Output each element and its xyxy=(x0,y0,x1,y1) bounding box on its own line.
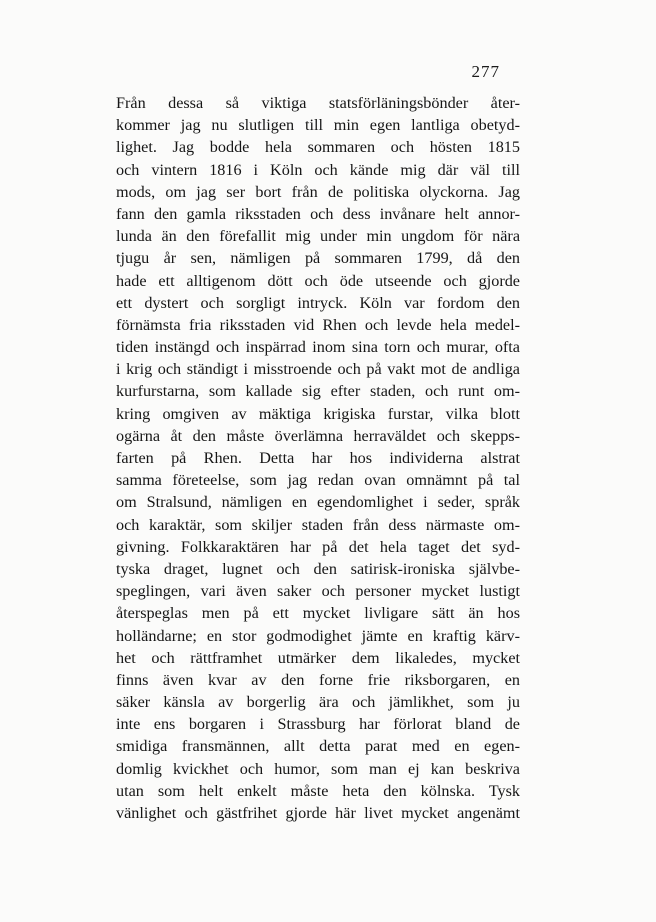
text-line: vänlighet och gästfrihet gjorde här livet mycket angenämt xyxy=(116,804,520,822)
text-line: holländarne; en stor godmodighet jämte en kraftig kärv- xyxy=(116,626,520,645)
text-line: het och rättframhet utmärker dem likaledes, mycket xyxy=(116,648,520,667)
text-line: och vintern 1816 i Köln och kände mig där väl till xyxy=(116,160,520,179)
text-line: ogärna åt den måste överlämna herraväldet och skepps- xyxy=(116,426,520,445)
text-line: kommer jag nu slutligen till min egen lantliga obetyd- xyxy=(116,116,520,135)
text-line: mods, om jag ser bort från de politiska olyckorna. Jag xyxy=(116,182,520,201)
text-line: domlig kvickhet och humor, som man ej kan beskriva xyxy=(116,759,520,778)
text-line: ett dystert och sorgligt intryck. Köln var fordom den xyxy=(116,293,520,312)
text-line: återspeglas men på ett mycket livligare sätt än hos xyxy=(116,604,520,623)
page-number: 277 xyxy=(471,62,500,81)
text-line: och karaktär, som skiljer staden från dess närmaste om- xyxy=(116,515,520,534)
text-line: kring omgiven av mäktiga krigiska furstar, vilka blott xyxy=(116,404,520,423)
text-line: inte ens borgaren i Strassburg har förlorat bland de xyxy=(116,715,520,734)
text-line: tjugu år sen, nämligen på sommaren 1799, då den xyxy=(116,249,520,268)
text-line: förnämsta fria riksstaden vid Rhen och levde hela medel- xyxy=(116,315,520,334)
text-line: finns även kvar av den forne frie riksborgaren, en xyxy=(116,670,520,689)
text-line: tiden instängd och inspärrad inom sina torn och murar, ofta xyxy=(116,338,520,357)
text-line: Från dessa så viktiga statsförläningsbönder åter- xyxy=(116,94,520,112)
text-line: säker känsla av borgerlig ära och jämlikhet, som ju xyxy=(116,693,520,712)
text-line: i krig och ständigt i misstroende och på vakt mot de andliga xyxy=(116,360,520,379)
text-line: lunda än den förefallit mig under min ungdom för nära xyxy=(116,227,520,246)
text-line: om Stralsund, nämligen en egendomlighet i seder, språk xyxy=(116,493,520,512)
text-line: utan som helt enkelt måste heta den kölnska. Tysk xyxy=(116,781,520,800)
body-text xyxy=(116,92,520,824)
text-line: lighet. Jag bodde hela sommaren och hösten 1815 xyxy=(116,138,520,157)
text-line: hade ett alltigenom dött och öde utseende och gjorde xyxy=(116,271,520,290)
text-line: kurfurstarna, som kallade sig efter staden, och runt om- xyxy=(116,382,520,401)
text-line: smidiga fransmännen, allt detta parat med en egen- xyxy=(116,737,520,756)
text-line: farten på Rhen. Detta har hos individerna alstrat xyxy=(116,449,520,467)
text-line: fann den gamla riksstaden och dess invånare helt annor- xyxy=(116,204,520,223)
text-line: samma företeelse, som jag redan ovan omnämnt på tal xyxy=(116,471,520,490)
text-line: givning. Folkkaraktären har på det hela taget det syd- xyxy=(116,537,520,556)
text-line: tyska draget, lugnet och den satirisk-ironiska självbe- xyxy=(116,559,520,578)
text-line: speglingen, vari även saker och personer mycket lustigt xyxy=(116,582,520,601)
